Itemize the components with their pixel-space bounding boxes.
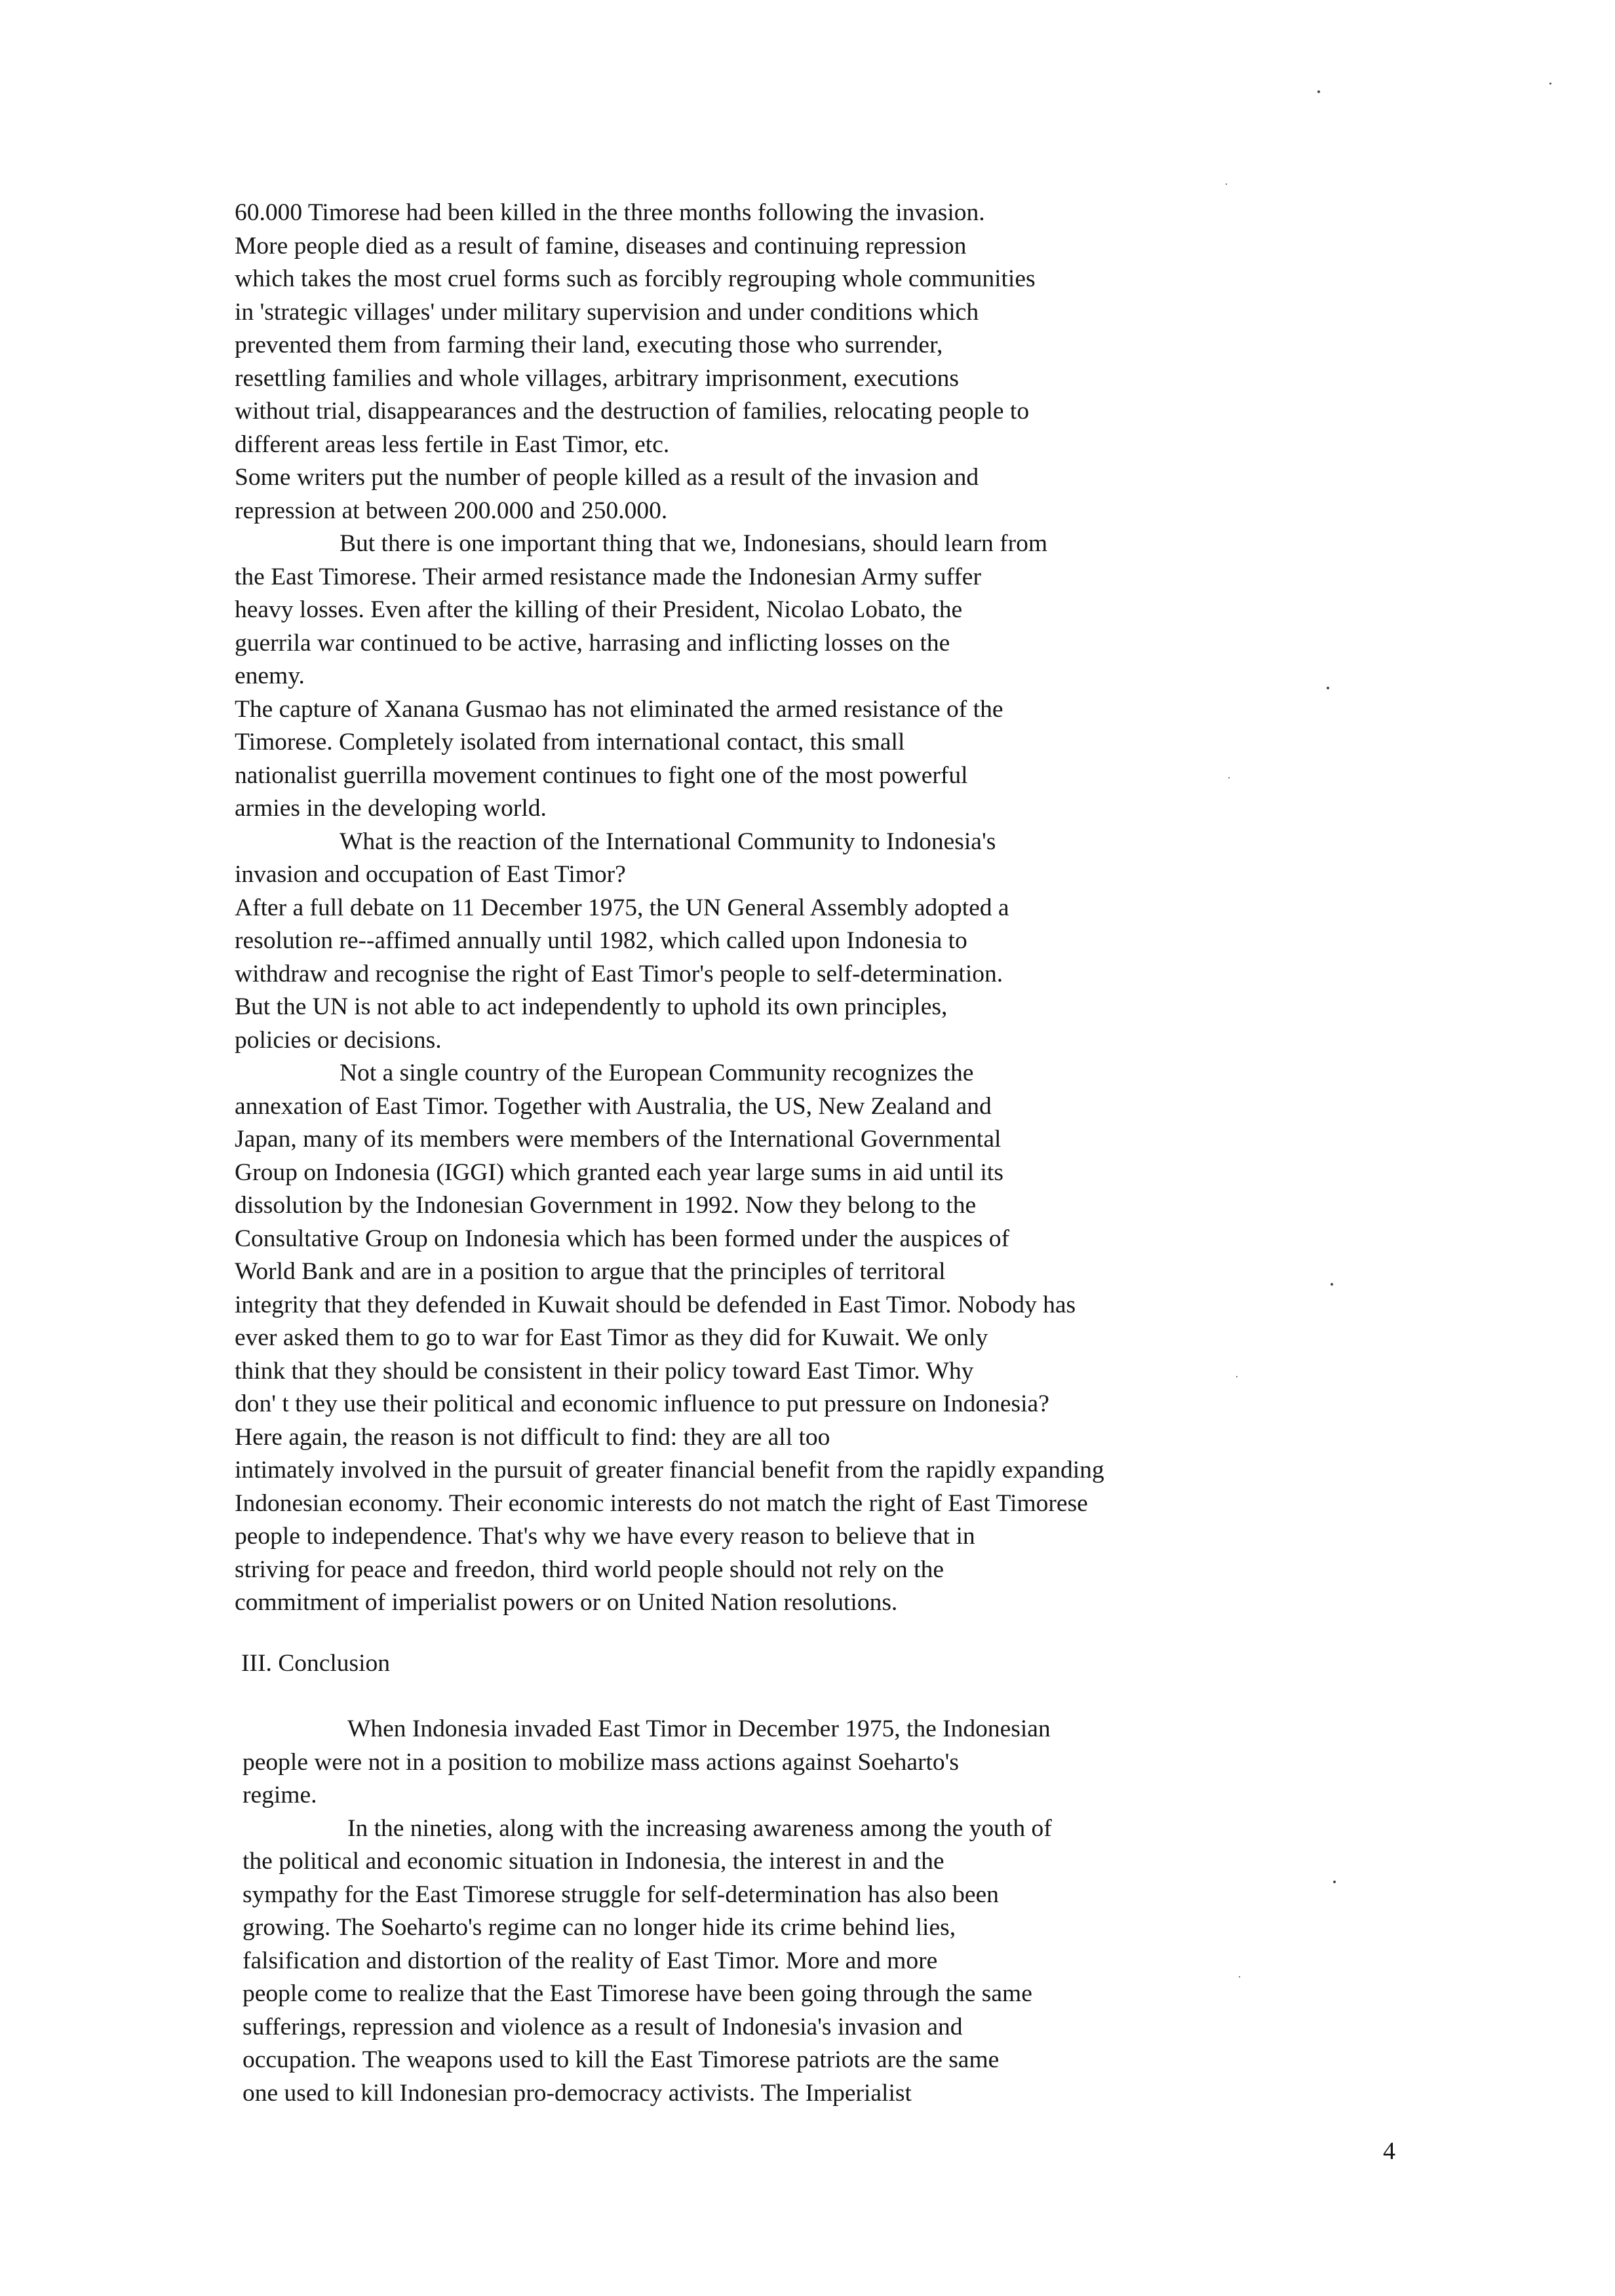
- text-line: nationalist guerrilla movement continues to fight one of the most powerful: [235, 761, 968, 789]
- text-line: one used to kill Indonesian pro-democracy activists. The Imperialist: [243, 2079, 912, 2107]
- text-line: Consultative Group on Indonesia which has been formed under the auspices of: [235, 1225, 1009, 1252]
- text-line: enemy.: [235, 662, 305, 689]
- text-line: people were not in a position to mobilize mass actions against Soeharto's: [243, 1748, 959, 1776]
- scan-speck: [1228, 777, 1230, 778]
- text-line: policies or decisions.: [235, 1026, 442, 1054]
- scan-speck: [1226, 183, 1227, 185]
- text-line: Some writers put the number of people killed as a result of the invasion and: [235, 464, 979, 491]
- page-number: 4: [1383, 2137, 1395, 2165]
- text-line: dissolution by the Indonesian Government in 1992. Now they belong to the: [235, 1192, 977, 1219]
- text-line: falsification and distortion of the reality of East Timor. More and more: [243, 1947, 938, 1974]
- text-line: ever asked them to go to war for East Timor as they did for Kuwait. We only: [235, 1324, 988, 1351]
- text-line: invasion and occupation of East Timor?: [235, 861, 626, 888]
- scan-speck: [1331, 1283, 1333, 1286]
- text-line: think that they should be consistent in their policy toward East Timor. Why: [235, 1357, 974, 1385]
- text-line: people to independence. That's why we have every reason to believe that in: [235, 1523, 975, 1550]
- text-line: Indonesian economy. Their economic interests do not match the right of East Timorese: [235, 1489, 1088, 1517]
- text-line: sufferings, repression and violence as a result of Indonesia's invasion and: [243, 2013, 963, 2040]
- text-line: regime.: [243, 1782, 317, 1808]
- body-text-section-2: [243, 1713, 1052, 2110]
- text-line: withdraw and recognise the right of East Timor's people to self-determination.: [235, 960, 1003, 987]
- text-line: The capture of Xanana Gusmao has not eliminated the armed resistance of the: [235, 695, 1003, 723]
- section-heading-conclusion: III. Conclusion: [241, 1650, 391, 1677]
- text-line: growing. The Soeharto's regime can no longer hide its crime behind lies,: [243, 1914, 956, 1941]
- text-line: resolution re--affimed annually until 1982, which called upon Indonesia to: [235, 927, 967, 954]
- text-line: Timorese. Completely isolated from international contact, this small: [235, 729, 905, 756]
- text-line: sympathy for the East Timorese struggle for self-determination has also been: [243, 1881, 999, 1908]
- text-line: In the nineties, along with the increasing awareness among the youth of: [347, 1814, 1052, 1842]
- text-line: After a full debate on 11 December 1975, the UN General Assembly adopted a: [235, 894, 1009, 921]
- text-line: the political and economic situation in Indonesia, the interest in and the: [243, 1848, 944, 1875]
- text-line: But there is one important thing that we, Indonesians, should learn from: [340, 530, 1047, 557]
- text-line: which takes the most cruel forms such as forcibly regrouping whole communities: [235, 265, 1036, 292]
- text-line: World Bank and are in a position to argue that the principles of territoral: [235, 1258, 946, 1285]
- text-line: occupation. The weapons used to kill the East Timorese patriots are the same: [243, 2046, 1000, 2073]
- text-line: don' t they use their political and economic influence to put pressure on Indonesia?: [235, 1390, 1049, 1417]
- text-line: integrity that they defended in Kuwait should be defended in East Timor. Nobody has: [235, 1291, 1076, 1318]
- text-line: What is the reaction of the International Community to Indonesia's: [340, 828, 996, 855]
- text-line: commitment of imperialist powers or on United Nation resolutions.: [235, 1589, 898, 1616]
- text-line: resettling families and whole villages, arbitrary imprisonment, executions: [235, 364, 959, 392]
- text-line: More people died as a result of famine, diseases and continuing repression: [235, 232, 967, 259]
- scan-speck: [1239, 1976, 1240, 1978]
- scan-speck: [1236, 1376, 1237, 1377]
- text-line: Not a single country of the European Community recognizes the: [340, 1060, 974, 1086]
- text-line: repression at between 200.000 and 250.000.: [235, 497, 668, 524]
- text-line: intimately involved in the pursuit of greater financial benefit from the rapidly expanding: [235, 1457, 1104, 1483]
- text-line: armies in the developing world.: [235, 795, 547, 822]
- text-line: guerrila war continued to be active, harrasing and inflicting losses on the: [235, 629, 950, 657]
- scan-speck: [1317, 90, 1320, 93]
- text-line: without trial, disappearances and the destruction of families, relocating people to: [235, 398, 1030, 425]
- text-line: the East Timorese. Their armed resistance made the Indonesian Army suffer: [235, 563, 981, 590]
- text-line: Here again, the reason is not difficult to find: they are all too: [235, 1423, 830, 1451]
- text-line: prevented them from farming their land, executing those who surrender,: [235, 332, 943, 358]
- text-line: people come to realize that the East Timorese have been going through the same: [243, 1980, 1032, 2007]
- text-line: annexation of East Timor. Together with Australia, the US, New Zealand and: [235, 1092, 992, 1120]
- scan-speck: [1549, 83, 1551, 85]
- text-line: striving for peace and freedon, third world people should not rely on the: [235, 1556, 944, 1583]
- text-line: When Indonesia invaded East Timor in December 1975, the Indonesian: [347, 1715, 1051, 1742]
- text-line: 60.000 Timorese had been killed in the three months following the invasion.: [235, 199, 985, 226]
- text-line: different areas less fertile in East Timor, etc.: [235, 430, 670, 458]
- body-text-section-1: [235, 197, 1104, 1620]
- scan-speck: [1333, 1881, 1336, 1883]
- text-line: in 'strategic villages' under military supervision and under conditions which: [235, 298, 979, 326]
- scan-speck: [1327, 687, 1329, 689]
- text-line: Japan, many of its members were members of the International Governmental: [235, 1126, 1002, 1153]
- text-line: But the UN is not able to act independently to uphold its own principles,: [235, 993, 948, 1020]
- text-line: Group on Indonesia (IGGI) which granted each year large sums in aid until its: [235, 1158, 1003, 1186]
- text-line: heavy losses. Even after the killing of their President, Nicolao Lobato, the: [235, 596, 963, 623]
